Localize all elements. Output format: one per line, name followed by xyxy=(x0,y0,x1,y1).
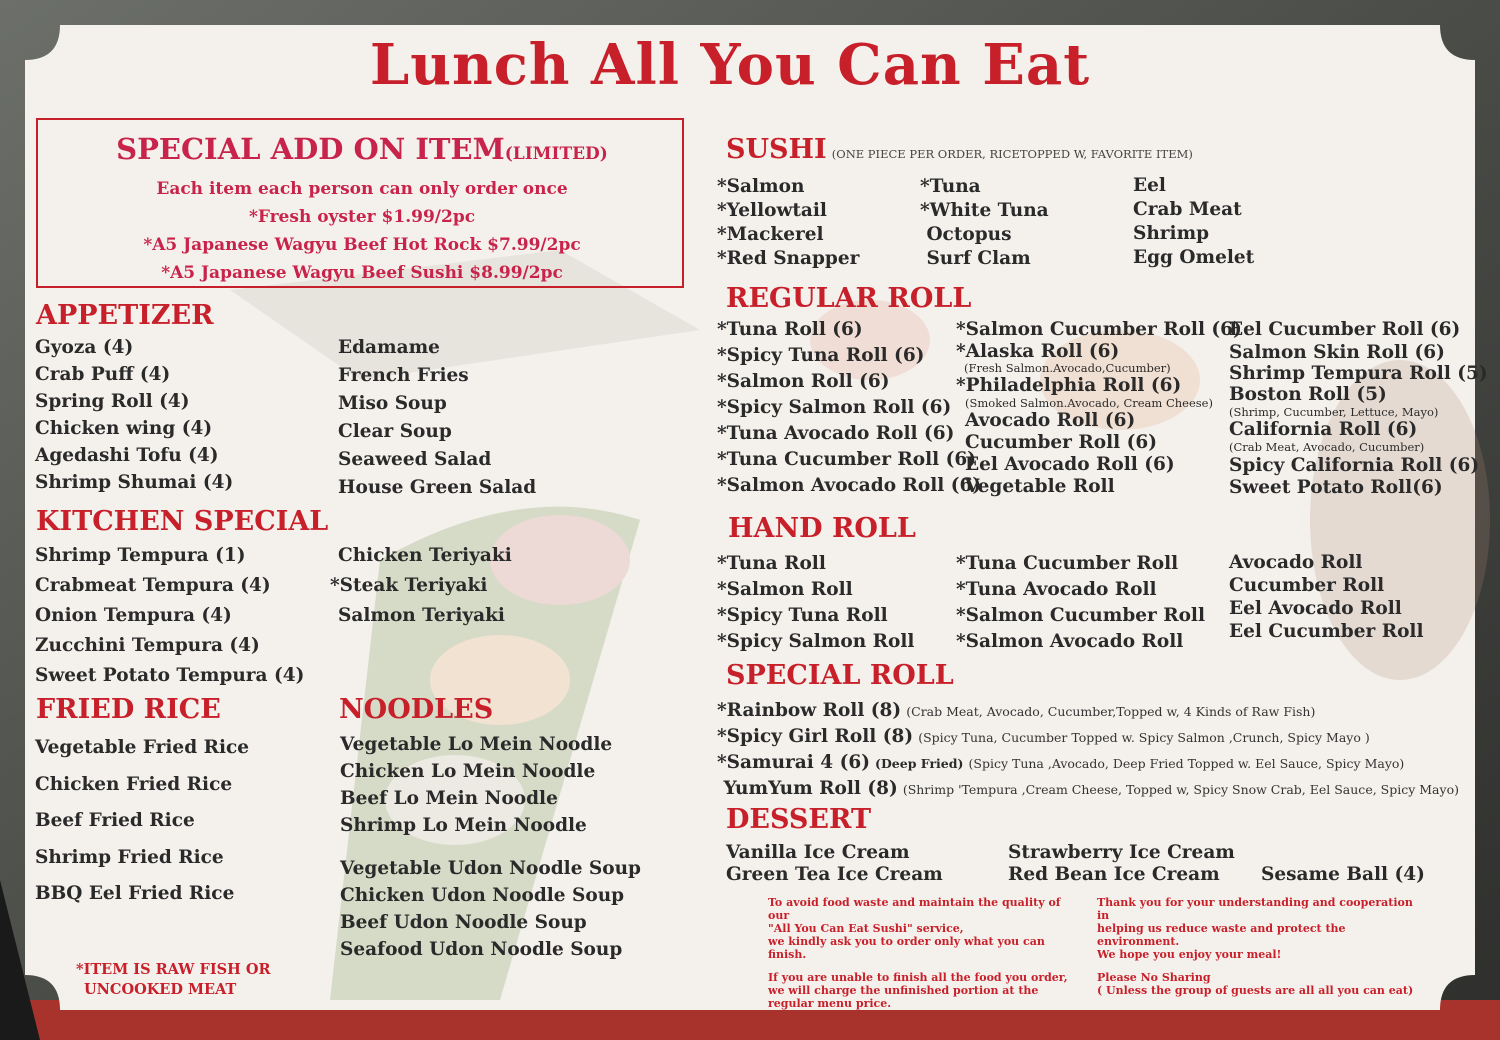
menu-item: *Salmon Cucumber Roll xyxy=(956,605,1205,626)
special-roll-item xyxy=(717,776,1459,802)
menu-item: Chicken Teriyaki xyxy=(338,545,512,566)
menu-item: BBQ Eel Fried Rice xyxy=(35,883,235,904)
menu-item: Vanilla Ice Cream xyxy=(726,842,910,863)
menu-item: Salmon Skin Roll (6) xyxy=(1229,342,1445,363)
menu-item: Shrimp Lo Mein Noodle xyxy=(340,815,587,836)
menu-item: Surf Clam xyxy=(920,248,1031,269)
menu-item: Seaweed Salad xyxy=(338,449,492,470)
raw-fish-note xyxy=(76,960,271,1000)
menu-item: *Alaska Roll (6) xyxy=(956,341,1120,362)
dessert-col1 xyxy=(726,842,943,886)
menu-item: *Salmon Roll (6) xyxy=(717,371,890,392)
special-add-on-box xyxy=(36,118,684,288)
menu-item: Clear Soup xyxy=(338,421,452,442)
menu-item: *Spicy Salmon Roll (6) xyxy=(717,397,952,418)
special-add-on-item: *A5 Japanese Wagyu Beef Sushi $8.99/2pc xyxy=(161,263,563,283)
hand-roll-col3 xyxy=(1229,551,1423,643)
dessert-heading: DESSERT xyxy=(726,804,872,835)
special-roll-desc: (Shrimp 'Tempura ,Cream Cheese, Topped w, Spicy Snow Crab, Eel Sauce, Spicy Mayo) xyxy=(902,782,1459,797)
menu-item: *Tuna xyxy=(920,176,981,197)
menu-item: Spring Roll (4) xyxy=(35,391,190,412)
menu-item: *Tuna Roll (6) xyxy=(717,319,863,340)
menu-item: Gyoza (4) xyxy=(35,337,134,358)
menu-item: *Red Snapper xyxy=(717,248,860,269)
hand-roll-col2 xyxy=(956,551,1205,655)
menu-item: Miso Soup xyxy=(338,393,447,414)
menu-item: Eel xyxy=(1133,175,1166,196)
special-roll-item xyxy=(717,724,1459,750)
menu-item: *Salmon xyxy=(717,176,805,197)
menu-item: Octopus xyxy=(920,224,1012,245)
special-roll-heading: SPECIAL ROLL xyxy=(726,660,954,691)
menu-item: Shrimp Fried Rice xyxy=(35,846,224,868)
menu-item: *Tuna Cucumber Roll xyxy=(956,553,1179,574)
appetizer-heading: APPETIZER xyxy=(36,300,214,331)
dessert-sesame-ball: Sesame Ball (4) xyxy=(1261,864,1425,885)
menu-item: *Salmon Cucumber Roll (6) xyxy=(956,319,1242,340)
menu-item: *Philadelphia Roll (6) xyxy=(956,375,1182,396)
menu-item: Agedashi Tofu (4) xyxy=(35,445,219,466)
kitchen-special-col2 xyxy=(330,541,512,631)
menu-item: *Spicy Tuna Roll xyxy=(717,605,888,626)
menu-item: Egg Omelet xyxy=(1133,247,1255,268)
menu-item: *Tuna Cucumber Roll (6) xyxy=(717,449,977,470)
regular-roll-heading: REGULAR ROLL xyxy=(726,283,972,314)
menu-item: Crab Puff (4) xyxy=(35,364,171,385)
menu-item: Chicken wing (4) xyxy=(35,418,213,439)
notice-line: we kindly ask you to order only what you can finish. xyxy=(768,935,1045,961)
menu-item: Beef Udon Noodle Soup xyxy=(340,912,587,933)
sushi-col2 xyxy=(920,175,1049,271)
menu-item: *Salmon Roll xyxy=(717,579,853,600)
regular-roll-col2 xyxy=(956,318,1242,498)
menu-item: Eel Avocado Roll (6) xyxy=(965,454,1175,475)
notice-left xyxy=(768,896,1068,1010)
special-roll-name: *Rainbow Roll (8) xyxy=(717,700,902,721)
notice-line: regular menu price. xyxy=(768,997,892,1010)
notice-line: we will charge the unfinished portion at the xyxy=(768,984,1039,997)
menu-item: *Steak Teriyaki xyxy=(330,575,488,596)
special-add-on-item: *A5 Japanese Wagyu Beef Hot Rock $7.99/2pc xyxy=(143,235,581,255)
menu-item: Red Bean Ice Cream xyxy=(1008,864,1220,885)
menu-item: Cucumber Roll (6) xyxy=(965,432,1157,453)
notice-line: ( Unless the group of guests are all all you can eat) xyxy=(1097,984,1414,997)
raw-note-line: *ITEM IS RAW FISH OR xyxy=(76,961,271,978)
menu-item: French Fries xyxy=(338,365,469,386)
menu-item-note: (Fresh Salmon.Avocado,Cucumber) xyxy=(964,361,1171,375)
regular-roll-col3 xyxy=(1229,318,1488,499)
notice-line: helping us reduce waste and protect the environment. xyxy=(1097,922,1346,948)
special-roll-tag: (Deep Fried) xyxy=(875,756,964,771)
special-add-on-item: *Fresh oyster $1.99/2pc xyxy=(248,207,476,227)
regular-roll-col1 xyxy=(717,317,981,499)
notice-right xyxy=(1097,896,1427,997)
fried-rice-list xyxy=(35,730,249,913)
hand-roll-heading: HAND ROLL xyxy=(728,513,916,544)
menu-item: Shrimp Tempura (1) xyxy=(35,545,246,566)
menu-item: Vegetable Lo Mein Noodle xyxy=(340,734,613,755)
sushi-col1 xyxy=(717,175,859,271)
notice-line: "All You Can Eat Sushi" service, xyxy=(768,922,964,935)
menu-item: *Salmon Avocado Roll (6) xyxy=(717,475,982,496)
menu-item: Strawberry Ice Cream xyxy=(1008,842,1235,863)
fried-rice-heading: FRIED RICE xyxy=(36,694,221,725)
appetizer-col2 xyxy=(338,334,536,502)
special-add-on-heading: SPECIAL ADD ON ITEM xyxy=(116,132,505,166)
menu-item: Chicken Udon Noodle Soup xyxy=(340,885,625,906)
menu-item: Vegetable Udon Noodle Soup xyxy=(340,858,641,879)
special-add-on-rule: Each item each person can only order once xyxy=(156,179,568,199)
sushi-col3 xyxy=(1133,174,1254,270)
menu-item: Spicy California Roll (6) xyxy=(1229,455,1480,476)
lo-mein-list xyxy=(340,731,612,839)
sushi-note: (ONE PIECE PER ORDER, RICETOPPED W, FAVORITE ITEM) xyxy=(831,147,1193,161)
menu-item: California Roll (6) xyxy=(1229,419,1418,440)
menu-item: Green Tea Ice Cream xyxy=(726,864,943,885)
special-roll-desc: (Spicy Tuna, Cucumber Topped w. Spicy Salmon ,Crunch, Spicy Mayo ) xyxy=(918,730,1370,745)
special-add-on-note: (LIMITED) xyxy=(504,144,608,164)
menu-item: Salmon Teriyaki xyxy=(338,605,505,626)
menu-item: Boston Roll (5) xyxy=(1229,384,1387,405)
menu-item: *Tuna Avocado Roll xyxy=(956,579,1157,600)
menu-item: Vegetable Roll xyxy=(965,476,1115,497)
menu-item: Beef Fried Rice xyxy=(35,810,195,831)
menu-item: Beef Lo Mein Noodle xyxy=(340,788,558,809)
notice-line: If you are unable to finish all the food you order, xyxy=(768,971,1068,984)
menu-item: Shrimp Shumai (4) xyxy=(35,472,234,493)
menu-item-note: (Shrimp, Cucumber, Lettuce, Mayo) xyxy=(1229,405,1439,419)
menu-item: Onion Tempura (4) xyxy=(35,605,232,626)
dessert-col2 xyxy=(1008,842,1235,886)
menu-item: *Yellowtail xyxy=(717,200,827,221)
menu-item: Zucchini Tempura (4) xyxy=(35,635,260,656)
special-roll-name: *Spicy Girl Roll (8) xyxy=(717,726,914,747)
notice-line: We hope you enjoy your meal! xyxy=(1097,948,1282,961)
raw-note-line: UNCOOKED MEAT xyxy=(84,981,237,998)
kitchen-special-col1 xyxy=(35,541,304,691)
notice-line: Thank you for your understanding and cooperation in xyxy=(1097,896,1413,922)
hand-roll-col1 xyxy=(717,551,914,655)
menu-item: *Tuna Roll xyxy=(717,553,826,574)
menu-item: *Mackerel xyxy=(717,224,824,245)
menu-item: Avocado Roll (6) xyxy=(965,410,1136,431)
menu-item: Crab Meat xyxy=(1133,199,1242,220)
menu-item: Sweet Potato Tempura (4) xyxy=(35,665,305,686)
page-title: Lunch All You Can Eat xyxy=(369,32,1091,98)
menu-item: Crabmeat Tempura (4) xyxy=(35,575,271,596)
menu-item: Eel Cucumber Roll xyxy=(1229,621,1424,642)
menu-item: Seafood Udon Noodle Soup xyxy=(340,939,623,960)
menu-item: *Spicy Salmon Roll xyxy=(717,631,915,652)
noodles-heading: NOODLES xyxy=(339,694,494,725)
udon-list xyxy=(340,855,641,963)
menu-item-note: (Crab Meat, Avocado, Cucumber) xyxy=(1229,440,1425,454)
special-roll-desc: (Spicy Tuna ,Avocado, Deep Fried Topped w. Eel Sauce, Spicy Mayo) xyxy=(968,756,1405,771)
menu-item-note: (Smoked Salmon.Avocado, Cream Cheese) xyxy=(965,396,1213,410)
notice-line: Please No Sharing xyxy=(1097,971,1211,984)
menu-item: Shrimp Tempura Roll (5) xyxy=(1229,363,1488,384)
special-roll-desc: (Crab Meat, Avocado, Cucumber,Topped w, 4 Kinds of Raw Fish) xyxy=(906,704,1316,719)
special-roll-name: YumYum Roll (8) xyxy=(717,778,898,799)
menu-item: Chicken Fried Rice xyxy=(35,773,233,795)
menu-item: Edamame xyxy=(338,337,440,358)
special-roll-item xyxy=(717,698,1459,724)
notice-line: To avoid food waste and maintain the quality of our xyxy=(768,896,1061,922)
menu-item: *White Tuna xyxy=(920,200,1049,221)
menu-item: Cucumber Roll xyxy=(1229,575,1385,596)
sushi-heading: SUSHI xyxy=(726,134,827,165)
menu-item: Avocado Roll xyxy=(1229,552,1363,573)
menu-item: Shrimp xyxy=(1133,223,1210,244)
menu-item: Sweet Potato Roll(6) xyxy=(1229,477,1443,498)
special-roll-item xyxy=(717,750,1459,776)
menu-item: *Tuna Avocado Roll (6) xyxy=(717,423,955,444)
menu-item: *Salmon Avocado Roll xyxy=(956,631,1184,652)
menu-item: *Spicy Tuna Roll (6) xyxy=(717,345,925,366)
menu-item: Eel Cucumber Roll (6) xyxy=(1229,319,1461,340)
menu-item: Eel Avocado Roll xyxy=(1229,598,1402,619)
appetizer-col1 xyxy=(35,334,233,496)
special-roll-list xyxy=(717,698,1459,802)
kitchen-special-heading: KITCHEN SPECIAL xyxy=(36,506,329,537)
menu-item: House Green Salad xyxy=(338,477,537,498)
sushi-heading-row xyxy=(726,134,1193,165)
menu-item: Vegetable Fried Rice xyxy=(35,737,250,758)
special-roll-name: *Samurai 4 (6) xyxy=(717,752,870,773)
menu-item: Chicken Lo Mein Noodle xyxy=(340,761,596,782)
